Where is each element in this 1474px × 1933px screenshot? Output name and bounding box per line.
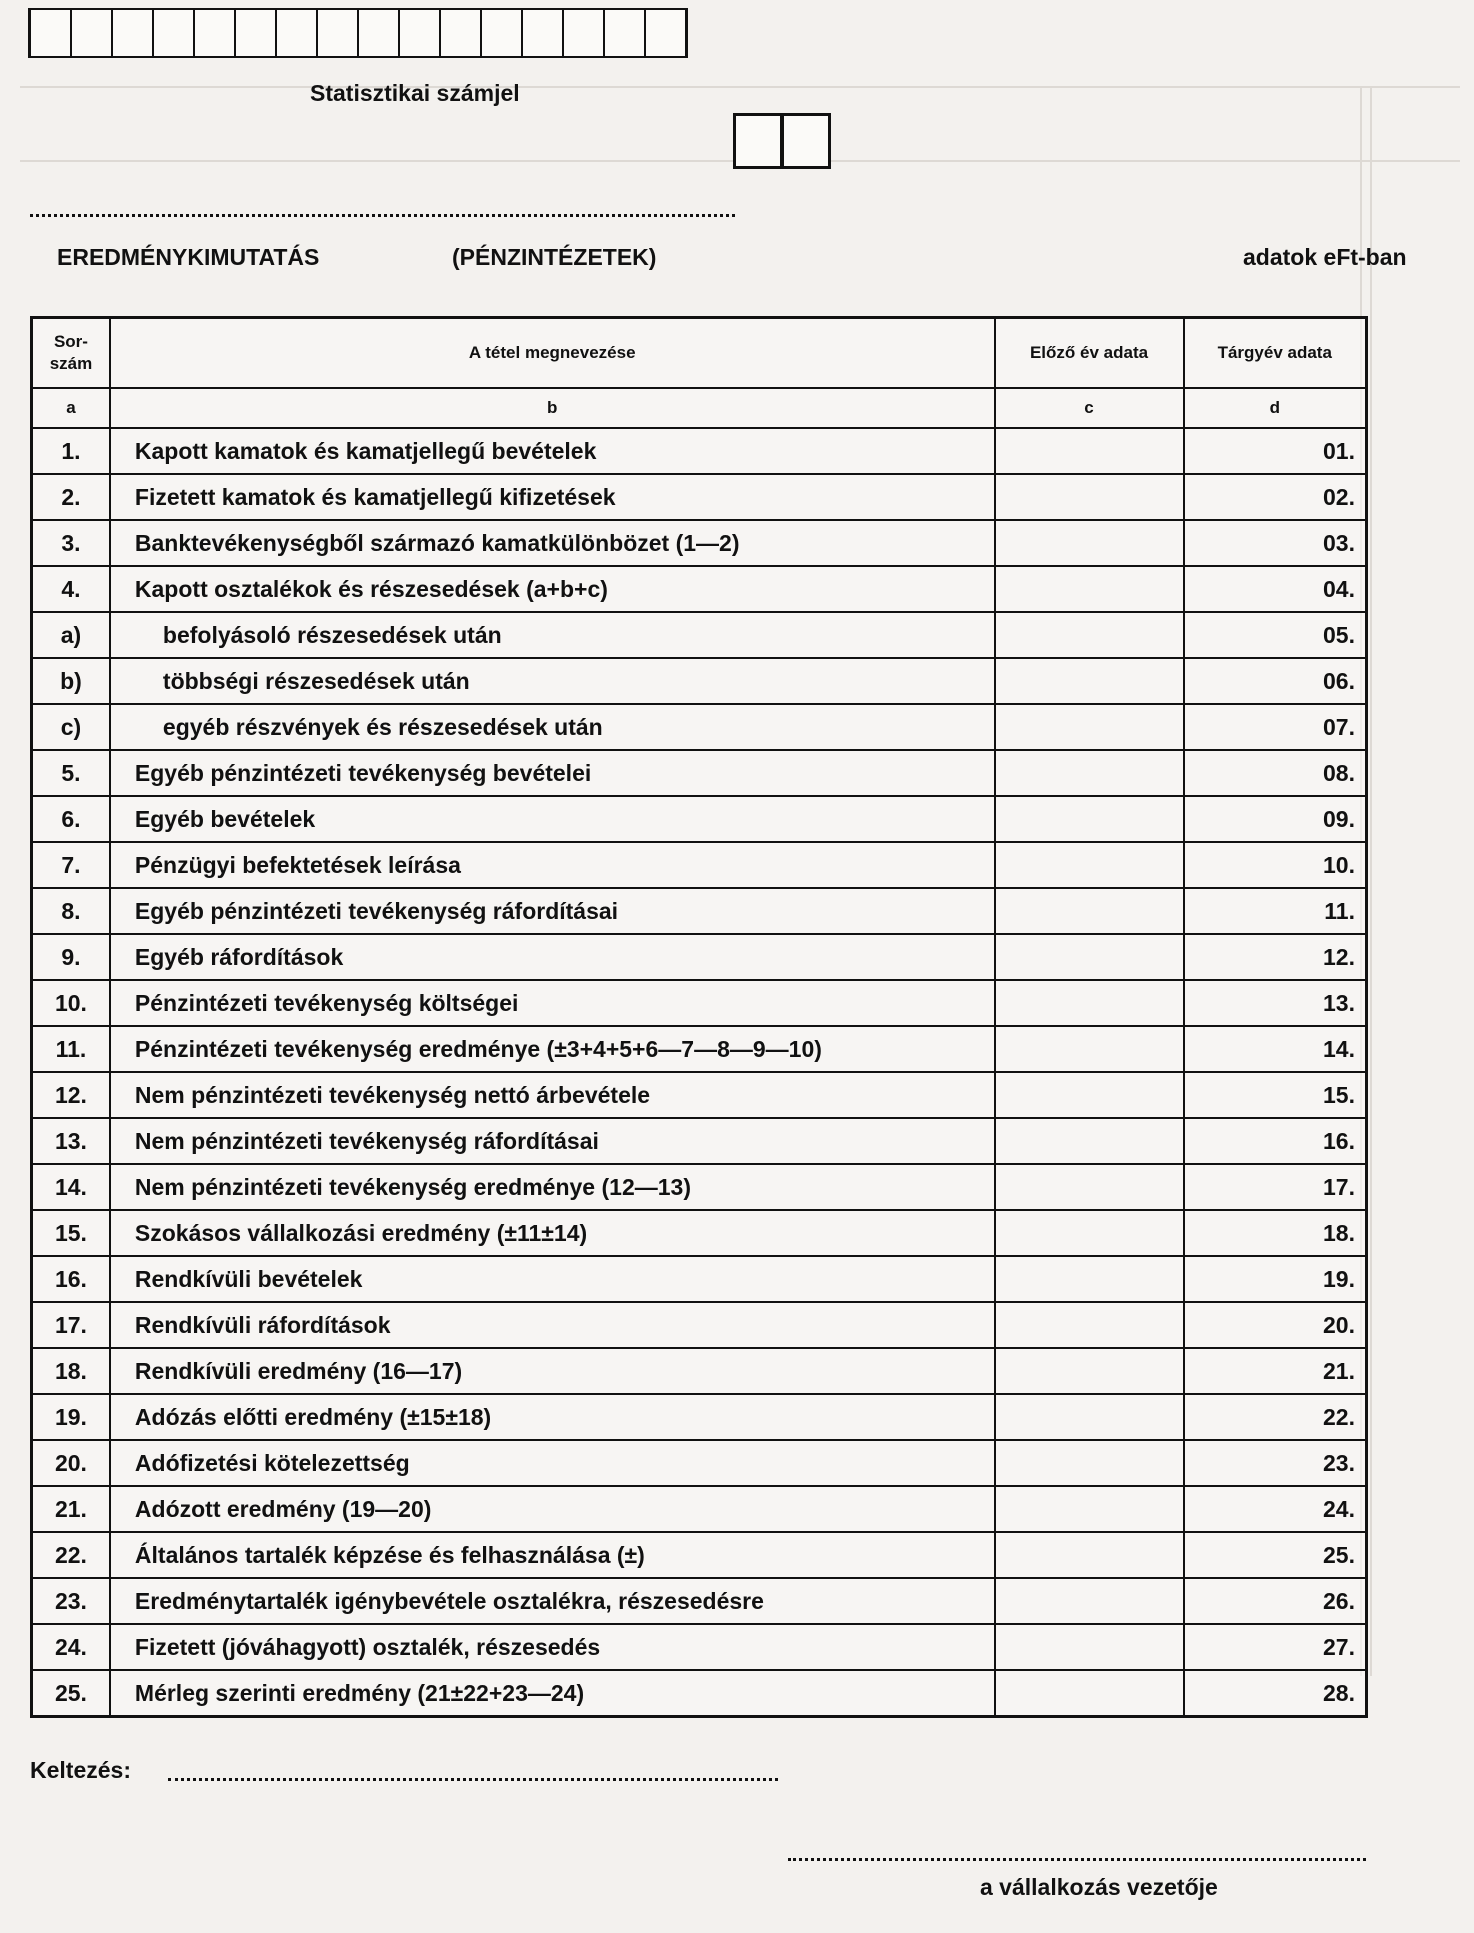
column-header-name: A tétel megnevezése: [110, 318, 995, 389]
row-number: 10.: [32, 980, 110, 1026]
current-year-value-cell[interactable]: 27.: [1184, 1624, 1367, 1670]
previous-year-value-cell[interactable]: [995, 520, 1184, 566]
statistical-code-digit-box[interactable]: [440, 8, 481, 58]
row-item-name: Rendkívüli eredmény (16—17): [110, 1348, 995, 1394]
row-item-name: Egyéb bevételek: [110, 796, 995, 842]
date-label: Keltezés:: [30, 1757, 131, 1783]
table-row: [32, 934, 1367, 980]
statistical-code-digit-box[interactable]: [153, 8, 194, 58]
statistical-code-digit-box[interactable]: [194, 8, 235, 58]
row-number: 7.: [32, 842, 110, 888]
row-item-name: Egyéb pénzintézeti tevékenység bevételei: [110, 750, 995, 796]
row-item-name: Pénzintézeti tevékenység költségei: [110, 980, 995, 1026]
table-row: [32, 750, 1367, 796]
current-year-value-cell[interactable]: 06.: [1184, 658, 1367, 704]
column-header-previous-year: Előző év adata: [995, 318, 1184, 389]
current-year-value-cell[interactable]: 13.: [1184, 980, 1367, 1026]
statistical-code-digit-box[interactable]: [276, 8, 317, 58]
table-row: [32, 520, 1367, 566]
row-number: 14.: [32, 1164, 110, 1210]
statistical-code-digit-box[interactable]: [235, 8, 276, 58]
previous-year-value-cell[interactable]: [995, 888, 1184, 934]
row-number: 21.: [32, 1486, 110, 1532]
current-year-value-cell[interactable]: 28.: [1184, 1670, 1367, 1717]
dotted-line: [30, 214, 735, 217]
row-number: c): [32, 704, 110, 750]
table-row: [32, 1532, 1367, 1578]
statistical-code-digit-box[interactable]: [317, 8, 358, 58]
ghost-line: [20, 86, 1460, 88]
current-year-value-cell[interactable]: 15.: [1184, 1072, 1367, 1118]
table-row: [32, 1440, 1367, 1486]
previous-year-value-cell[interactable]: [995, 612, 1184, 658]
row-item-name: Szokásos vállalkozási eredmény (±11±14): [110, 1210, 995, 1256]
table-row: [32, 1302, 1367, 1348]
table-row: [32, 1118, 1367, 1164]
table-row: [32, 428, 1367, 474]
table-row: [32, 1164, 1367, 1210]
row-number: 22.: [32, 1532, 110, 1578]
previous-year-value-cell[interactable]: [995, 1486, 1184, 1532]
row-number: 1.: [32, 428, 110, 474]
previous-year-value-cell[interactable]: [995, 1210, 1184, 1256]
row-item-name: Nem pénzintézeti tevékenység ráfordításai: [110, 1118, 995, 1164]
table-row: [32, 1072, 1367, 1118]
row-item-name: Adófizetési kötelezettség: [110, 1440, 995, 1486]
table-row: [32, 1394, 1367, 1440]
unit-label: adatok eFt-ban: [1243, 244, 1407, 270]
table-header-row: [32, 318, 1367, 389]
row-number: 16.: [32, 1256, 110, 1302]
row-item-name: Banktevékenységből származó kamatkülönbözet (1—2): [110, 520, 995, 566]
previous-year-value-cell[interactable]: [995, 1624, 1184, 1670]
current-year-value-cell[interactable]: 08.: [1184, 750, 1367, 796]
statistical-code-digit-box[interactable]: [71, 8, 112, 58]
row-number: 19.: [32, 1394, 110, 1440]
current-year-value-cell[interactable]: 19.: [1184, 1256, 1367, 1302]
document-subtitle: (PÉNZINTÉZETEK): [452, 244, 657, 270]
row-item-name: Kapott osztalékok és részesedések (a+b+c): [110, 566, 995, 612]
statistical-code-digit-box[interactable]: [112, 8, 153, 58]
previous-year-value-cell[interactable]: [995, 566, 1184, 612]
row-item-name: Általános tartalék képzése és felhasználása (±): [110, 1532, 995, 1578]
table-row: [32, 1486, 1367, 1532]
current-year-value-cell[interactable]: 23.: [1184, 1440, 1367, 1486]
current-year-value-cell[interactable]: 02.: [1184, 474, 1367, 520]
row-number: 15.: [32, 1210, 110, 1256]
current-year-value-cell[interactable]: 10.: [1184, 842, 1367, 888]
previous-year-value-cell[interactable]: [995, 1256, 1184, 1302]
table-row: [32, 1578, 1367, 1624]
previous-year-value-cell[interactable]: [995, 704, 1184, 750]
table-row: [32, 474, 1367, 520]
table-row: [32, 1210, 1367, 1256]
row-number: 4.: [32, 566, 110, 612]
current-year-value-cell[interactable]: 11.: [1184, 888, 1367, 934]
row-number: 18.: [32, 1348, 110, 1394]
current-year-value-cell[interactable]: 05.: [1184, 612, 1367, 658]
previous-year-value-cell[interactable]: [995, 934, 1184, 980]
row-number: 12.: [32, 1072, 110, 1118]
table-row: [32, 980, 1367, 1026]
row-number: 11.: [32, 1026, 110, 1072]
row-item-name: befolyásoló részesedések után: [110, 612, 995, 658]
column-letter-row: [32, 388, 1367, 428]
current-year-value-cell[interactable]: 18.: [1184, 1210, 1367, 1256]
row-item-name: Kapott kamatok és kamatjellegű bevételek: [110, 428, 995, 474]
previous-year-value-cell[interactable]: [995, 796, 1184, 842]
previous-year-value-cell[interactable]: [995, 1394, 1184, 1440]
row-item-name: Adózás előtti eredmény (±15±18): [110, 1394, 995, 1440]
table-row: [32, 704, 1367, 750]
row-item-name: Fizetett kamatok és kamatjellegű kifizetések: [110, 474, 995, 520]
previous-year-value-cell[interactable]: [995, 1670, 1184, 1717]
row-number: 3.: [32, 520, 110, 566]
previous-year-value-cell[interactable]: [995, 658, 1184, 704]
statistical-code-digit-box[interactable]: [358, 8, 399, 58]
statistical-code-digit-box[interactable]: [645, 8, 688, 58]
previous-year-value-cell[interactable]: [995, 1302, 1184, 1348]
previous-year-value-cell[interactable]: [995, 1578, 1184, 1624]
current-year-value-cell[interactable]: 03.: [1184, 520, 1367, 566]
column-letter: d: [1184, 388, 1367, 428]
previous-year-value-cell[interactable]: [995, 1164, 1184, 1210]
column-letter: c: [995, 388, 1184, 428]
column-letter: a: [32, 388, 110, 428]
row-number: 24.: [32, 1624, 110, 1670]
row-number: 9.: [32, 934, 110, 980]
statistical-code-digit-box[interactable]: [522, 8, 563, 58]
table-row: [32, 1670, 1367, 1717]
row-item-name: Pénzügyi befektetések leírása: [110, 842, 995, 888]
date-field[interactable]: [168, 1778, 778, 1781]
current-year-value-cell[interactable]: 07.: [1184, 704, 1367, 750]
statistical-code-digit-box[interactable]: [604, 8, 645, 58]
code-suffix-digit-box[interactable]: [733, 113, 783, 169]
table-row: [32, 888, 1367, 934]
row-number: 23.: [32, 1578, 110, 1624]
table-row: [32, 842, 1367, 888]
statistical-code-digit-box[interactable]: [563, 8, 604, 58]
table-row: [32, 1026, 1367, 1072]
row-number: a): [32, 612, 110, 658]
row-item-name: Eredménytartalék igénybevétele osztalékra, részesedésre: [110, 1578, 995, 1624]
row-item-name: Egyéb pénzintézeti tevékenység ráfordításai: [110, 888, 995, 934]
row-item-name: Pénzintézeti tevékenység eredménye (±3+4+5+6—7—8—9—10): [110, 1026, 995, 1072]
previous-year-value-cell[interactable]: [995, 1026, 1184, 1072]
statistical-code-digit-box[interactable]: [28, 8, 71, 58]
previous-year-value-cell[interactable]: [995, 428, 1184, 474]
row-number: 20.: [32, 1440, 110, 1486]
current-year-value-cell[interactable]: 22.: [1184, 1394, 1367, 1440]
statistical-code-label: Statisztikai számjel: [310, 80, 520, 106]
table-row: [32, 658, 1367, 704]
row-item-name: Egyéb ráfordítások: [110, 934, 995, 980]
current-year-value-cell[interactable]: 20.: [1184, 1302, 1367, 1348]
signature-label: a vállalkozás vezetője: [980, 1874, 1218, 1900]
income-statement-table: [30, 316, 1368, 1718]
column-letter: b: [110, 388, 995, 428]
table-row: [32, 1624, 1367, 1670]
row-item-name: Rendkívüli bevételek: [110, 1256, 995, 1302]
row-item-name: Mérleg szerinti eredmény (21±22+23—24): [110, 1670, 995, 1717]
current-year-value-cell[interactable]: 25.: [1184, 1532, 1367, 1578]
row-item-name: többségi részesedések után: [110, 658, 995, 704]
column-header-current-year: Tárgyév adata: [1184, 318, 1367, 389]
document-title: EREDMÉNYKIMUTATÁS: [57, 244, 320, 270]
table-row: [32, 1348, 1367, 1394]
table-row: [32, 566, 1367, 612]
previous-year-value-cell[interactable]: [995, 842, 1184, 888]
previous-year-value-cell[interactable]: [995, 1072, 1184, 1118]
row-item-name: Rendkívüli ráfordítások: [110, 1302, 995, 1348]
previous-year-value-cell[interactable]: [995, 1532, 1184, 1578]
table-row: [32, 796, 1367, 842]
current-year-value-cell[interactable]: 16.: [1184, 1118, 1367, 1164]
previous-year-value-cell[interactable]: [995, 1440, 1184, 1486]
current-year-value-cell[interactable]: 01.: [1184, 428, 1367, 474]
current-year-value-cell[interactable]: 24.: [1184, 1486, 1367, 1532]
statistical-code-digit-box[interactable]: [481, 8, 522, 58]
row-number: 25.: [32, 1670, 110, 1717]
previous-year-value-cell[interactable]: [995, 750, 1184, 796]
table-row: [32, 1256, 1367, 1302]
row-number: 17.: [32, 1302, 110, 1348]
row-number: 8.: [32, 888, 110, 934]
code-suffix-boxes[interactable]: [733, 113, 831, 169]
previous-year-value-cell[interactable]: [995, 1118, 1184, 1164]
current-year-value-cell[interactable]: 04.: [1184, 566, 1367, 612]
row-item-name: Nem pénzintézeti tevékenység eredménye (12—13): [110, 1164, 995, 1210]
column-header-number: Sor- szám: [32, 318, 110, 389]
statistical-code-digit-box[interactable]: [399, 8, 440, 58]
previous-year-value-cell[interactable]: [995, 1348, 1184, 1394]
current-year-value-cell[interactable]: 17.: [1184, 1164, 1367, 1210]
current-year-value-cell[interactable]: 09.: [1184, 796, 1367, 842]
row-number: 6.: [32, 796, 110, 842]
table-row: [32, 612, 1367, 658]
statistical-code-boxes[interactable]: [28, 8, 688, 58]
signature-field[interactable]: [788, 1858, 1366, 1861]
row-item-name: Nem pénzintézeti tevékenység nettó árbevétele: [110, 1072, 995, 1118]
current-year-value-cell[interactable]: 12.: [1184, 934, 1367, 980]
row-number: 13.: [32, 1118, 110, 1164]
row-number: b): [32, 658, 110, 704]
row-number: 2.: [32, 474, 110, 520]
row-number: 5.: [32, 750, 110, 796]
code-suffix-digit-box[interactable]: [783, 113, 831, 169]
previous-year-value-cell[interactable]: [995, 474, 1184, 520]
row-item-name: Fizetett (jóváhagyott) osztalék, részesedés: [110, 1624, 995, 1670]
ghost-line: [1370, 86, 1372, 1676]
current-year-value-cell[interactable]: 21.: [1184, 1348, 1367, 1394]
current-year-value-cell[interactable]: 14.: [1184, 1026, 1367, 1072]
previous-year-value-cell[interactable]: [995, 980, 1184, 1026]
current-year-value-cell[interactable]: 26.: [1184, 1578, 1367, 1624]
row-item-name: Adózott eredmény (19—20): [110, 1486, 995, 1532]
row-item-name: egyéb részvények és részesedések után: [110, 704, 995, 750]
